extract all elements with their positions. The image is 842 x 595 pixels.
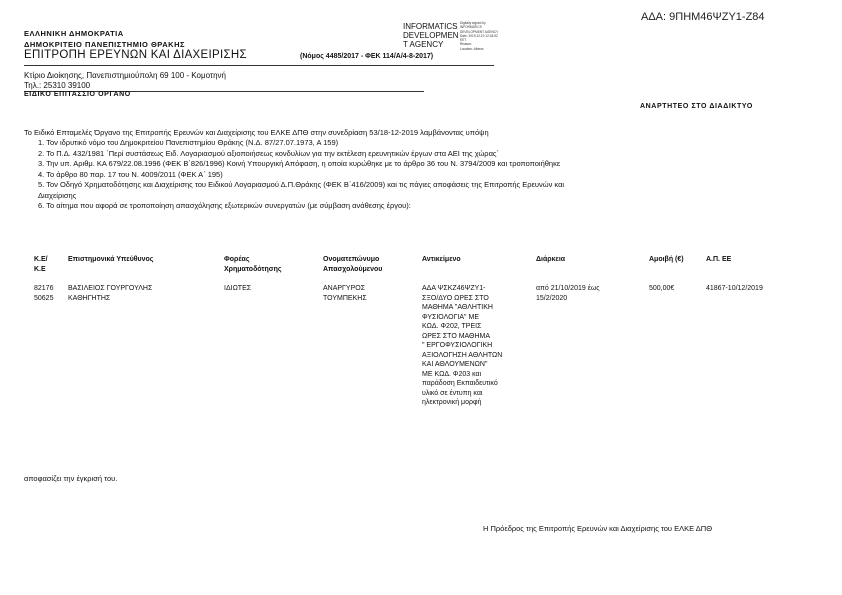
intro-text: Το Ειδικό Επταμελές Όργανο της Επιτροπής Ερευνών και Διαχείρισης του ΕΛΚΕ ΔΠΘ στην συνεδρίαση 53/18-12-2019 λαμβάνοντας υπόψη (24, 128, 489, 137)
header-republic: ΕΛΛΗΝΙΚΗ ΔΗΜΟΚΡΑΤΙΑ (24, 29, 124, 38)
list-item: 4. Το άρθρο 80 παρ. 17 του Ν. 4009/2011 (ΦΕΚ Α΄ 195) (38, 169, 223, 179)
cell-amount: 500,00€ (649, 285, 675, 292)
signature-meta-line: DEVELOPMENT AGENCY (460, 29, 499, 34)
signature-line: INFORMATICS (403, 22, 458, 31)
header-amount: Αμοιβή (€) (649, 256, 684, 263)
digital-signature-details (460, 21, 498, 51)
list-item: 1. Τον ιδρυτικό νόμο του Δημοκριτείου Πανεπιστημίου Θράκης (Ν.Δ. 87/27.07.1973, Α 159) (38, 138, 339, 147)
ada-code: ΑΔΑ: 9ΠΗΜ46ΨΖΥ1-Ζ84 (641, 11, 765, 23)
signature-meta-line: Date: 2019.12.19 12:18:52 (460, 33, 498, 38)
list-item: 3. Την υπ. Αριθμ. ΚΑ 679/22.08.1996 (ΦΕΚ Β΄826/1996) Κοινή Υπουργική Απόφαση, η οποία κυρώθηκε με το άρθρο 36 του Ν. 3794/2009 και τροποποιήθηκε (38, 159, 561, 168)
cell-object: ΑΔΑ ΨΣΚΖ46ΨΖΥ1- ΣΞΟ/ΔΥΟ ΩΡΕΣ ΣΤΟ ΜΑΘΗΜΑ "ΑΘΛΗΤΙΚΗ ΦΥΣΙΟΛΟΓΙΑ" ΜΕ ΚΩΔ. Φ202, ΤΡΕΙΣ ΩΡΕΣ ΣΤΟ ΜΑΘΗΜΑ " ΕΡΓΟΦΥΣΙΟΛΟΓΙΚΗ ΑΞΙΟΛΟΓΗΣΗ ΑΘΛΗΤΩΝ ΚΑΙ ΑΘΛΟΥΜΕΝΩΝ" ΜΕ ΚΩΔ. Φ203 και παράδοση Εκπαιδευτικό υλικό σε έντυπη και ηλεκτρονική μορφή (422, 285, 503, 406)
cell-ae: 41867-10/12/2019 (706, 285, 763, 292)
signature-meta-line: INFORMATICS (460, 25, 482, 30)
signature-meta-line: Digitally signed by (460, 21, 486, 25)
decision-text: αποφασίζει την έγκρισή του. (24, 474, 118, 483)
address: Κτίριο Διοίκησης, Πανεπιστημιούπολη 69 100 - Κομοτηνή (24, 71, 226, 80)
organ-title: ΕΙΔΙΚΟ ΕΠΙΤΑΣΣΙΟ ΟΡΓΑΝΟ (24, 91, 131, 98)
header-committee: ΕΠΙΤΡΟΠΗ ΕΡΕΥΝΩΝ ΚΑΙ ΔΙΑΧΕΙΡΙΣΗΣ (24, 49, 247, 61)
list-item: 2. Το Π.Δ. 432/1981 ΄Περί συστάσεως Ειδ. Λογαριασμού αξιοποιήσεως κονδυλίων για την εκτέλεση ερευνητικών έργων στα ΑΕΙ της χώρας΄ (38, 148, 500, 158)
publish-notice: ΑΝΑΡΤΗΤΕΟ ΣΤΟ ΔΙΑΔΙΚΤΥΟ (640, 103, 753, 110)
cell-employee: ΑΝΑΡΓΥΡΟΣ ΤΟΥΜΠΕΚΗΣ (323, 285, 367, 302)
header-divider (24, 65, 494, 66)
signature-meta-line: EET (460, 38, 467, 43)
header-employee: Ονοματεπώνυμο Απασχολούμενου (323, 256, 383, 273)
header-object: Αντικείμενο (422, 256, 461, 263)
cell-ke: 82176 50625 (34, 285, 54, 302)
table-row (34, 284, 776, 408)
list-item: 5. Τον Οδηγό Χρηματοδότησης και Διαχείρισης του Ειδικού Λογαριασμού Δ.Π.Θράκης (ΦΕΚ Β΄416/2009) και τις πάγιες αποφάσεις της Επιτροπής Ερευνών και (38, 180, 565, 189)
cell-agency: ΙΔΙΩΤΕΣ (224, 285, 252, 292)
list-item: 6. Το αίτημα που αφορά σε τροποποίηση απασχόλησης εξωτερικών συνεργατών (με σύμβαση ανάθεσης έργου): (38, 201, 411, 210)
header-duration: Διάρκεια (536, 256, 566, 263)
header-scientist: Επιστημονικά Υπεύθυνος (68, 256, 154, 263)
header-university: ΔΗΜΟΚΡΙΤΕΙΟ ΠΑΝΕΠΙΣΤΗΜΙΟ ΘΡΑΚΗΣ (24, 40, 186, 49)
header-ae: Α.Π. ΕΕ (706, 256, 732, 263)
signature-meta-line: Location: Athens (460, 46, 484, 51)
signature-meta-line: Reason: (460, 42, 472, 47)
considerations-list (38, 138, 564, 212)
table-header-row (34, 255, 776, 274)
list-item: Διαχείρισης (38, 190, 77, 200)
signature-line: T AGENCY (403, 40, 444, 49)
header-law-reference: (Νόμος 4485/2017 - ΦΕΚ 114/Α/4-8-2017) (300, 53, 434, 60)
digital-signature-label (403, 22, 459, 49)
signature-line: DEVELOPMEN (403, 31, 459, 40)
cell-duration: από 21/10/2019 έως 15/2/2020 (536, 285, 600, 302)
cell-scientist: ΒΑΣΙΛΕΙΟΣ ΓΟΥΡΓΟΥΛΗΣ ΚΑΘΗΓΗΤΗΣ (68, 285, 153, 302)
contract-table (34, 255, 776, 408)
phone: Τηλ.: 25310 39100 (24, 81, 91, 90)
header-ke: Κ.Ε/ Κ.Ε (34, 256, 48, 273)
header-agency: Φορέας Χρηματοδότησης (224, 256, 282, 273)
signer-text: Η Πρόεδρος της Επιτροπής Ερευνών και Διαχείρισης του ΕΛΚΕ ΔΠΘ (483, 524, 713, 533)
